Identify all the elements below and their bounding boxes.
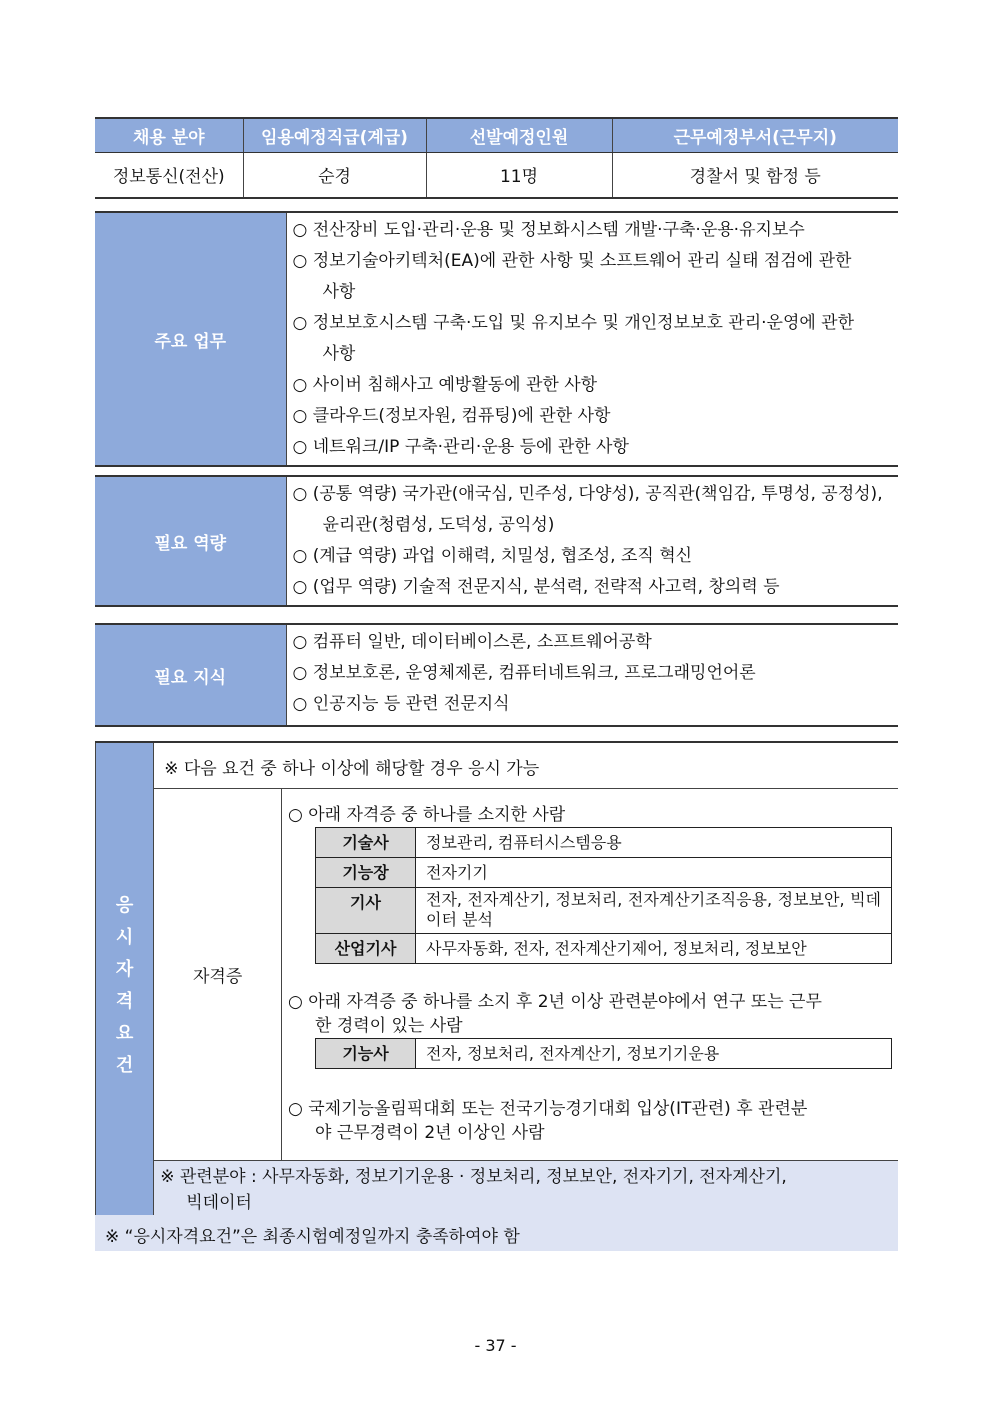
table-row bbox=[316, 1038, 892, 1068]
page-number: - 37 - bbox=[474, 1336, 517, 1355]
table-row bbox=[316, 827, 892, 857]
value-department: 경찰서 및 함정 등 bbox=[612, 152, 898, 198]
col-rank: 임용예정직급(계급) bbox=[243, 118, 426, 152]
duties-label: 주요 업무 bbox=[95, 212, 286, 466]
duty-line: ○ 네트워크/IP 구축·관리·운용 등에 관한 사항 bbox=[292, 437, 629, 457]
knowledge-table bbox=[95, 623, 898, 727]
competency-table bbox=[95, 475, 898, 607]
eligibility-label-char: 응 bbox=[115, 895, 134, 917]
duty-line: ○ 사이버 침해사고 예방활동에 관한 사항 bbox=[292, 375, 598, 395]
eligibility-label-char: 건 bbox=[115, 1055, 134, 1077]
cert-grade: 기술사 bbox=[316, 827, 416, 857]
cert-list: 전자, 정보처리, 전자계산기, 정보기기운용 bbox=[416, 1038, 892, 1068]
eligibility-label bbox=[96, 742, 154, 1219]
duties-table bbox=[95, 211, 898, 467]
duty-line: 사항 bbox=[322, 282, 356, 302]
eligibility-label-char: 요 bbox=[115, 1023, 134, 1045]
competency-line: ○ (업무 역량) 기술적 전문지식, 분석력, 전략적 사고력, 창의력 등 bbox=[292, 577, 780, 597]
duty-line: 사항 bbox=[322, 344, 356, 364]
knowledge-label: 필요 지식 bbox=[95, 624, 286, 726]
competency-content bbox=[286, 476, 898, 606]
value-field: 정보통신(전산) bbox=[95, 152, 243, 198]
duty-line: ○ 클라우드(정보자원, 컴퓨팅)에 관한 사항 bbox=[292, 406, 611, 426]
cert-list: 전자기기 bbox=[416, 857, 892, 887]
certificate-table-1 bbox=[315, 827, 892, 964]
certificate-content bbox=[282, 788, 899, 1160]
duty-line: ○ 정보기술아키텍처(EA)에 관한 사항 및 소프트웨어 관리 실태 점검에 관한 bbox=[292, 251, 852, 271]
col-department: 근무예정부서(근무지) bbox=[612, 118, 898, 152]
eligibility-label-char: 시 bbox=[115, 927, 134, 949]
related-fields-line: 빅데이터 bbox=[186, 1192, 252, 1213]
certificate-table-2 bbox=[315, 1038, 892, 1069]
eligibility-label-char: 격 bbox=[115, 991, 134, 1013]
eligibility-label-char: 자 bbox=[115, 959, 134, 981]
related-fields-line: ※ 관련분야 : 사무자동화, 정보기기운용 · 정보처리, 정보보안, 전자기기, 전자계산기, bbox=[160, 1166, 787, 1187]
cert-list: 전자, 전자계산기, 정보처리, 전자계산기조직응용, 정보보안, 빅데이터 분석 bbox=[416, 887, 892, 933]
condition-3: ○ 국제기능올림픽대회 또는 전국기능경기대회 입상(IT관련) 후 관련분 bbox=[288, 1098, 808, 1119]
table-row bbox=[316, 887, 892, 933]
condition-3-cont: 야 근무경력이 2년 이상인 사람 bbox=[315, 1122, 545, 1143]
condition-2-cont: 한 경력이 있는 사람 bbox=[315, 1015, 463, 1036]
value-rank: 순경 bbox=[243, 152, 426, 198]
duties-content bbox=[286, 212, 898, 466]
competency-line: 윤리관(청렴성, 도덕성, 공익성) bbox=[322, 515, 555, 535]
footnote: ※ “응시자격요건”은 최종시험예정일까지 충족하여야 함 bbox=[95, 1215, 898, 1251]
knowledge-line: ○ 정보보호론, 운영체제론, 컴퓨터네트워크, 프로그래밍언어론 bbox=[292, 663, 756, 683]
competency-label: 필요 역량 bbox=[95, 476, 286, 606]
cert-list: 사무자동화, 전자, 전자계산기제어, 정보처리, 정보보안 bbox=[416, 933, 892, 963]
table-row bbox=[316, 857, 892, 887]
col-field: 채용 분야 bbox=[95, 118, 243, 152]
knowledge-line: ○ 컴퓨터 일반, 데이터베이스론, 소프트웨어공학 bbox=[292, 632, 652, 652]
duty-line: ○ 정보보호시스템 구축·도입 및 유지보수 및 개인정보보호 관리·운영에 관한 bbox=[292, 313, 855, 333]
col-headcount: 선발예정인원 bbox=[426, 118, 612, 152]
competency-line: ○ (계급 역량) 과업 이해력, 치밀성, 협조성, 조직 혁신 bbox=[292, 546, 693, 566]
value-headcount: 11명 bbox=[426, 152, 612, 198]
eligibility-table bbox=[95, 741, 898, 1220]
eligibility-note: ※ 다음 요건 중 하나 이상에 해당할 경우 응시 가능 bbox=[154, 742, 898, 788]
cert-grade: 기능사 bbox=[316, 1038, 416, 1068]
competency-line: ○ (공통 역량) 국가관(애국심, 민주성, 다양성), 공직관(책임감, 투명성, 공정성), bbox=[292, 484, 883, 504]
table-row bbox=[316, 933, 892, 963]
cert-list: 정보관리, 컴퓨터시스템응용 bbox=[416, 827, 892, 857]
cert-grade: 기사 bbox=[316, 887, 416, 933]
condition-2: ○ 아래 자격증 중 하나를 소지 후 2년 이상 관련분야에서 연구 또는 근무 bbox=[288, 991, 822, 1012]
knowledge-content bbox=[286, 624, 898, 726]
condition-1: ○ 아래 자격증 중 하나를 소지한 사람 bbox=[288, 804, 566, 825]
cert-grade: 산업기사 bbox=[316, 933, 416, 963]
related-fields-note bbox=[154, 1160, 898, 1219]
certificate-label: 자격증 bbox=[154, 788, 282, 1160]
recruitment-summary-table bbox=[95, 117, 898, 199]
duty-line: ○ 전산장비 도입·관리·운용 및 정보화시스템 개발·구축·운용·유지보수 bbox=[292, 220, 805, 240]
cert-grade: 기능장 bbox=[316, 857, 416, 887]
knowledge-line: ○ 인공지능 등 관련 전문지식 bbox=[292, 694, 510, 714]
